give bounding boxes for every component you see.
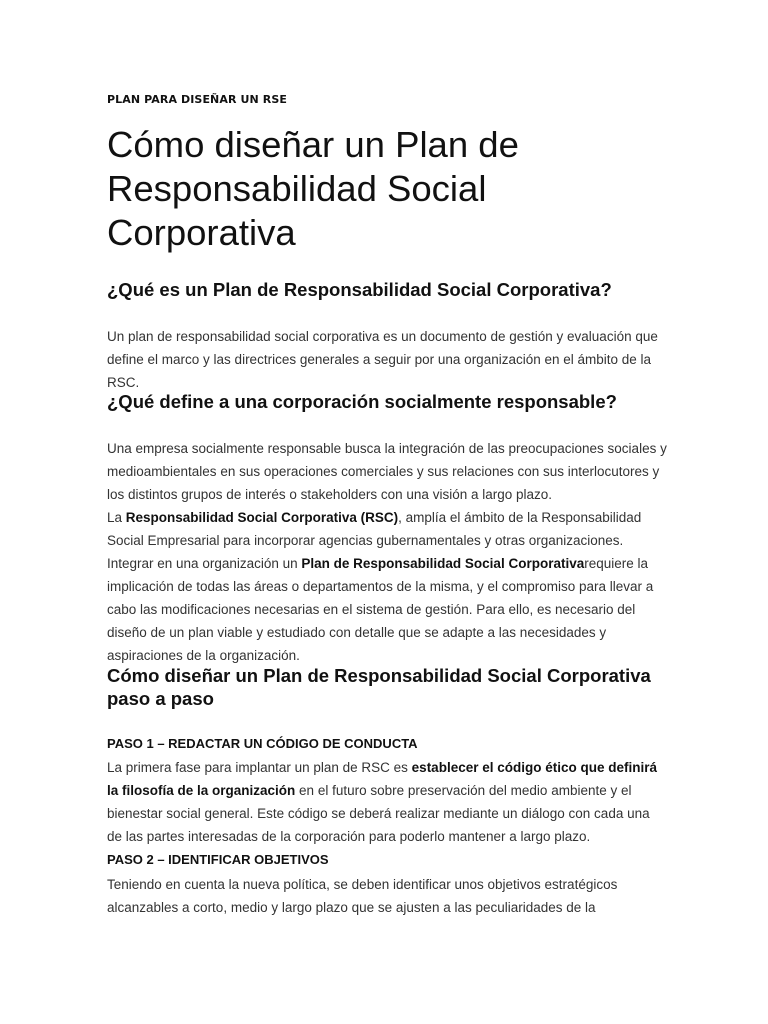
document-eyebrow: PLAN PARA DISEÑAR UN RSE bbox=[107, 93, 287, 106]
rsc-text-suffix: , amplía el ámbito de la Responsabilidad Social Empresarial para incorporar agencias gubernamentales y otras organizaciones. bbox=[107, 510, 642, 548]
heading-how-to-design: Cómo diseñar un Plan de Responsabilidad Social Corporativa paso a paso bbox=[107, 665, 651, 709]
step1-text-suffix: en el futuro sobre preservación del medio ambiente y el bienestar social general. Este código se deberá realizar mediante un diálogo con cada una de las partes interesadas de la corporación para poderlo mantener a largo plazo. bbox=[107, 783, 650, 844]
document-title: Cómo diseñar un Plan de Responsabilidad Social Corporativa bbox=[107, 124, 519, 253]
heading-responsible-corporation: ¿Qué define a una corporación socialmente responsable? bbox=[107, 391, 617, 412]
paragraph-integration bbox=[107, 552, 667, 667]
paragraph-rsc-definition bbox=[107, 506, 667, 552]
step1-text-prefix: La primera fase para implantar un plan de RSC es bbox=[107, 760, 412, 775]
step-1-title: PASO 1 – REDACTAR UN CÓDIGO DE CONDUCTA bbox=[107, 736, 418, 751]
rsc-text-bold: Responsabilidad Social Corporativa (RSC) bbox=[125, 510, 399, 525]
step-2-title: PASO 2 – IDENTIFICAR OBJETIVOS bbox=[107, 852, 329, 867]
paragraph-what-is-plan: Un plan de responsabilidad social corporativa es un documento de gestión y evaluación que define el marco y las directrices generales a seguir por una organización en el ámbito de la RSC. bbox=[107, 329, 658, 390]
paragraph-step-1 bbox=[107, 756, 667, 848]
rsc-text-prefix: La bbox=[107, 510, 126, 525]
integration-text-suffix: requiere la implicación de todas las áreas o departamentos de la misma, y el compromiso para llevar a cabo las modificaciones necesarias en el sistema de gestión. Para ello, es necesario del diseño de un plan viable y estudiado con detalle que se adapte a las necesidades y aspiraciones de la organización. bbox=[107, 556, 654, 663]
paragraph-step-2: Teniendo en cuenta la nueva política, se deben identificar unos objetivos estratégicos alcanzables a corto, medio y largo plazo que se ajusten a las peculiaridades de la bbox=[107, 877, 618, 915]
integration-text-bold: Plan de Responsabilidad Social Corporativa bbox=[301, 556, 585, 571]
step1-text-bold: establecer el código ético que definirá la filosofía de la organización bbox=[107, 760, 657, 798]
paragraph-responsible-company: Una empresa socialmente responsable busca la integración de las preocupaciones sociales y medioambientales en sus operaciones comerciales y sus relaciones con sus interlocutores y los distintos grupos de interés o stakeholders con una visión a largo plazo. bbox=[107, 441, 667, 502]
heading-what-is-plan: ¿Qué es un Plan de Responsabilidad Social Corporativa? bbox=[107, 279, 612, 300]
integration-text-prefix: Integrar en una organización un bbox=[107, 556, 302, 571]
